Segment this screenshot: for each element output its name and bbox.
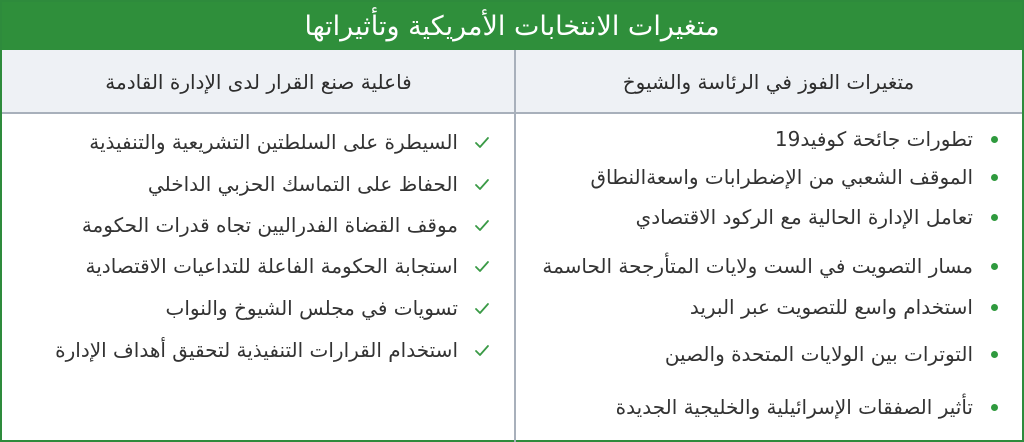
- list-item: [616, 388, 998, 426]
- bullet-dot-icon: [991, 136, 998, 143]
- list-item-text: تسويات في مجلس الشيوخ والنواب: [165, 296, 458, 320]
- list-item-text: تأثير الصفقات الإسرائيلية والخليجية الجديدة: [615, 395, 973, 419]
- list-item-text: تطورات جائحة كوفيد19: [774, 127, 973, 151]
- check-icon: [474, 256, 490, 276]
- check-icon: [474, 215, 490, 235]
- table-title-text: متغيرات الانتخابات الأمريكية وتأثيراتها: [304, 10, 720, 42]
- bullet-dot-icon: [991, 174, 998, 181]
- column-header-win-variables: [515, 50, 1022, 114]
- column-divider: [514, 50, 516, 442]
- list-item: [82, 206, 490, 244]
- list-item: [690, 288, 998, 326]
- bullet-dot-icon: [991, 214, 998, 221]
- list-item: [148, 165, 490, 203]
- check-icon: [474, 298, 490, 318]
- list-item-text: موقف القضاة الفدراليين تجاه قدرات الحكومة: [81, 213, 458, 237]
- column-header-win-variables-text: متغيرات الفوز في الرئاسة والشيوخ: [622, 70, 915, 94]
- list-item-text: التوترات بين الولايات المتحدة والصين: [664, 342, 973, 366]
- list-item: [665, 335, 998, 373]
- list-item-text: استجابة الحكومة الفاعلة للتداعيات الاقتصادية: [85, 254, 458, 278]
- list-item: [591, 158, 999, 196]
- check-icon: [474, 132, 490, 152]
- list-item: [542, 247, 998, 285]
- list-item-text: استخدام واسع للتصويت عبر البريد: [689, 295, 973, 319]
- check-icon: [474, 174, 490, 194]
- bullet-dot-icon: [991, 404, 998, 411]
- list-item-text: مسار التصويت في الست ولايات المتأرجحة الحاسمة: [542, 254, 973, 278]
- list-item: [55, 331, 490, 369]
- column-header-decision-effectiveness: [2, 50, 515, 114]
- bullet-dot-icon: [991, 263, 998, 270]
- list-item: [636, 198, 998, 236]
- bullet-dot-icon: [991, 351, 998, 358]
- list-item: [166, 289, 490, 327]
- list-item-text: الحفاظ على التماسك الحزبي الداخلي: [147, 172, 458, 196]
- list-item-text: السيطرة على السلطتين التشريعية والتنفيذية: [89, 130, 458, 154]
- bullet-dot-icon: [991, 304, 998, 311]
- list-item: [86, 247, 490, 285]
- list-item-text: استخدام القرارات التنفيذية لتحقيق أهداف الإدارة: [55, 338, 458, 362]
- list-item: [775, 120, 998, 158]
- list-item-text: الموقف الشعبي من الإضطرابات واسعةالنطاق: [590, 165, 973, 189]
- list-item-text: تعامل الإدارة الحالية مع الركود الاقتصادي: [635, 205, 973, 229]
- header-row: [2, 50, 1022, 114]
- check-icon: [474, 340, 490, 360]
- table-title: [2, 2, 1022, 50]
- list-item: [89, 123, 490, 161]
- column-header-decision-effectiveness-text: فاعلية صنع القرار لدى الإدارة القادمة: [105, 70, 412, 94]
